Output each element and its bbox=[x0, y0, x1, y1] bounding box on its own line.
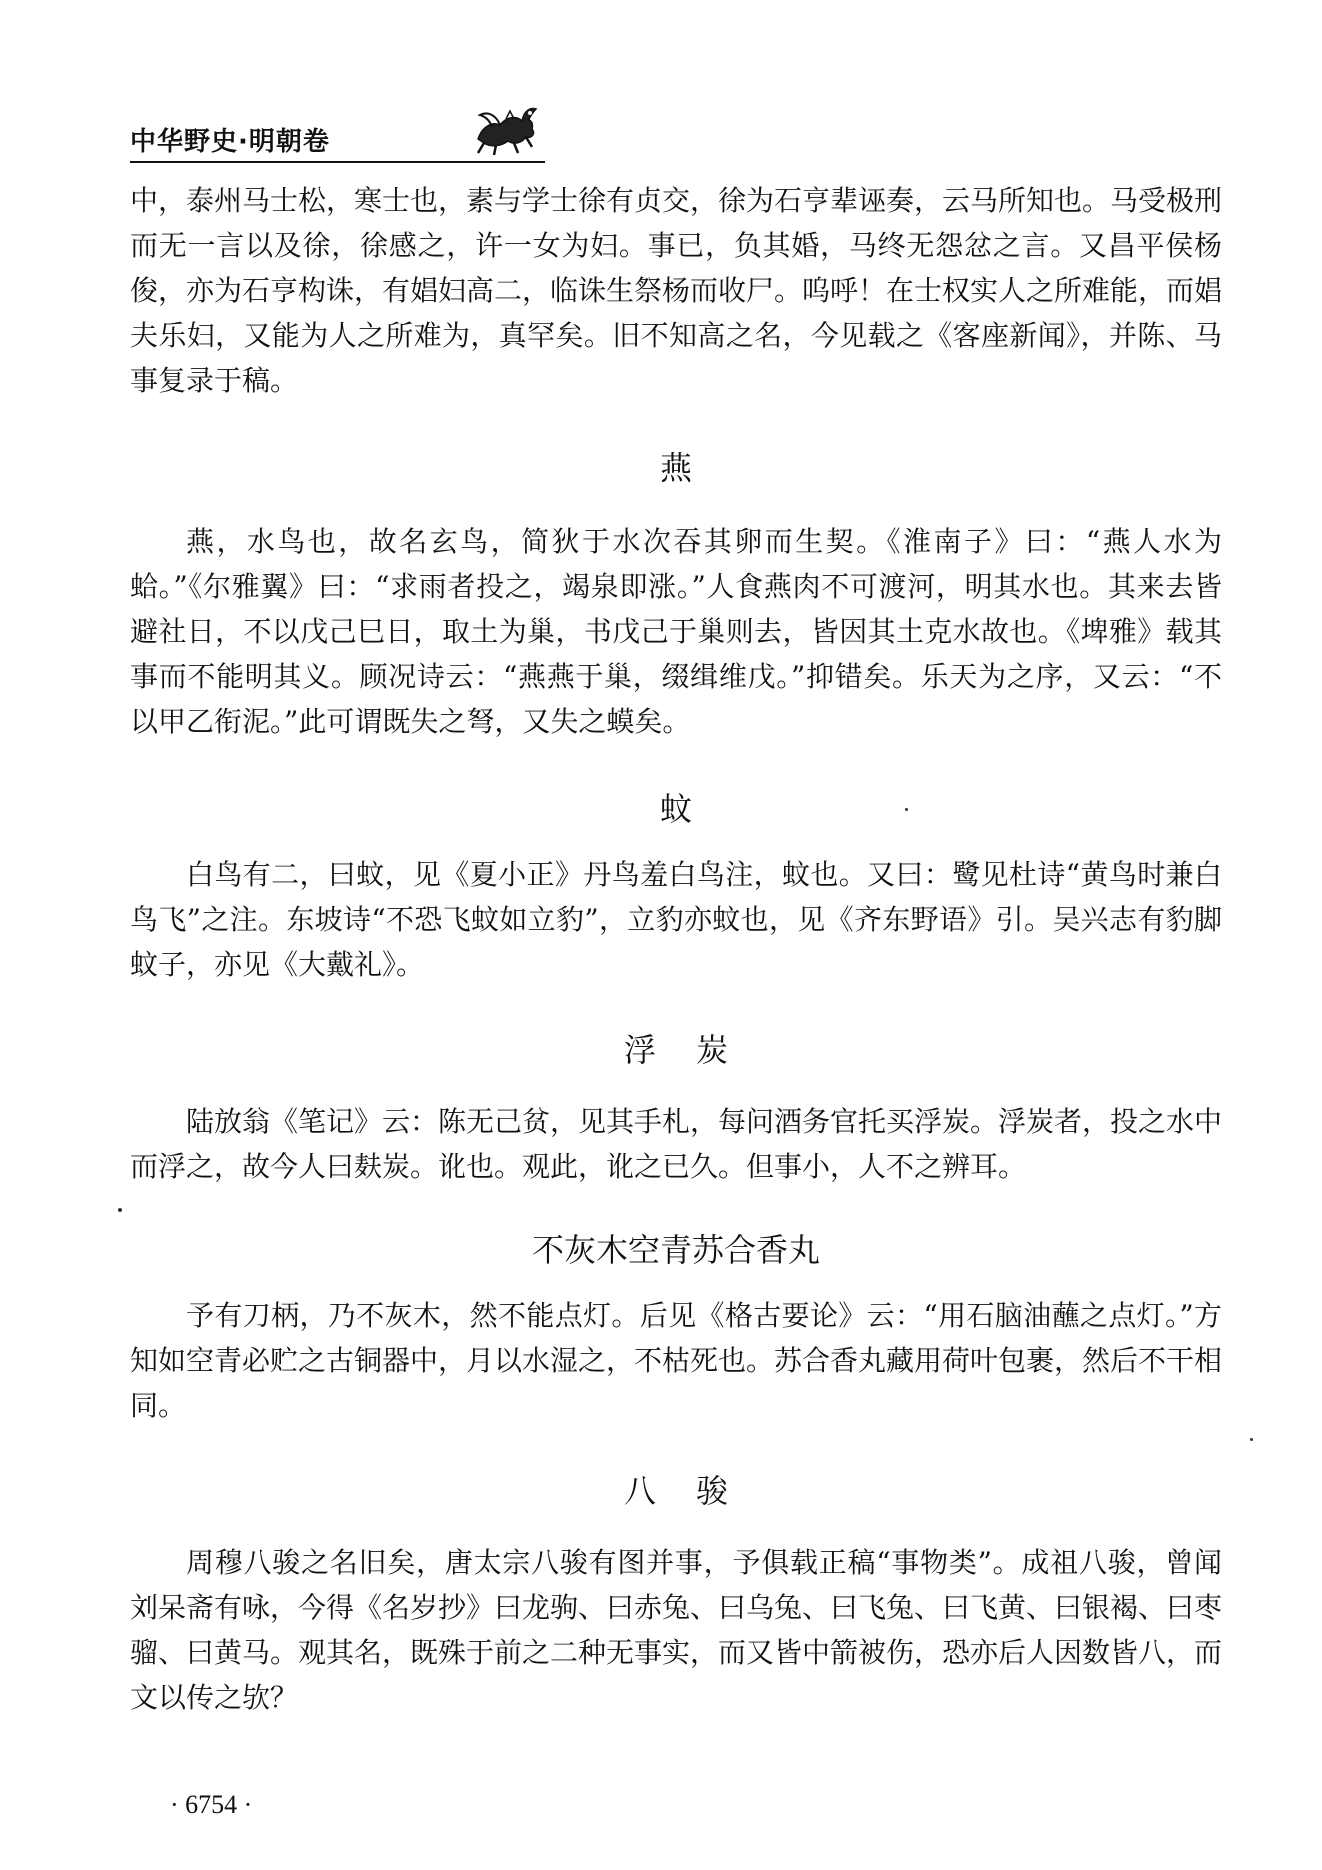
scan-speck bbox=[905, 808, 908, 811]
header-divider bbox=[130, 161, 545, 163]
section-text-incombustible-wood: 予有刀柄，乃不灰木，然不能点灯。后见《格古要论》云：“用石脑油蘸之点灯。”方知如空青必贮之古铜器中，月以水湿之，不枯死也。苏合香丸藏用荷叶包裹，然后不干相同。 bbox=[130, 1299, 1223, 1422]
intro-paragraph: 中，泰州马士松，寒士也，素与学士徐有贞交，徐为石亨辈诬奏，云马所知也。马受极刑而无一言以及徐，徐感之，许一女为妇。事已，负其婚，马终无怨忿之言。又昌平侯杨俊，亦为石亨构诛，有娼妇高二，临诛生祭杨而收尸。呜呼！在士权实人之所难能，而娼夫乐妇，又能为人之所难为，真罕矣。旧不知高之名，今见载之《客座新闻》，并陈、马事复录于稿。 bbox=[130, 184, 1223, 397]
page-body bbox=[130, 178, 1222, 1720]
section-text-mosquito: 白鸟有二，曰蚊，见《夏小正》丹鸟羞白鸟注，蚊也。又曰：鹭见杜诗“黄鸟时兼白鸟飞”之注。东坡诗“不恐飞蚊如立豹”，立豹亦蚊也，见《齐东野语》引。吴兴志有豹脚蚊子，亦见《大戴礼》。 bbox=[130, 858, 1222, 981]
section-heading-mosquito: 蚊 bbox=[659, 790, 692, 828]
section-heading-eight-steeds: 八骏 bbox=[623, 1472, 768, 1510]
section-text-charcoal: 陆放翁《笔记》云：陈无己贫，见其手札，每问酒务官托买浮炭。浮炭者，投之水中而浮之，故今人曰麸炭。讹也。观此，讹之已久。但事小，人不之辨耳。 bbox=[130, 1105, 1223, 1183]
section-heading-charcoal: 浮炭 bbox=[623, 1031, 768, 1069]
section-text-swallow: 燕，水鸟也，故名玄鸟，简狄于水次吞其卵而生契。《淮南子》曰：“燕人水为蛤。”《尔雅翼》曰：“求雨者投之，竭泉即涨。”人食燕肉不可渡河，明其水也。其来去皆避社日，不以戊己巳日，取土为巢，书戊己于巢则去，皆因其土克水故也。《埤雅》载其事而不能明其义。顾况诗云：“燕燕于巢，缀缉维戊。”抑错矣。乐天为之序，又云：“不以甲乙衔泥。”此可谓既失之弩，又失之蟆矣。 bbox=[130, 525, 1222, 738]
scan-speck bbox=[118, 1208, 122, 1212]
scan-speck bbox=[1250, 1438, 1253, 1441]
section-heading-swallow: 燕 bbox=[659, 449, 692, 487]
section-heading-incombustible-wood: 不灰木空青苏合香丸 bbox=[531, 1231, 820, 1269]
dragon-emblem-icon bbox=[470, 97, 540, 157]
section-text-eight-steeds: 周穆八骏之名旧矣，唐太宗八骏有图并事，予俱载正稿“事物类”。成祖八骏，曾闻刘呆斋有咏，今得《名岁抄》曰龙驹、曰赤兔、曰乌兔、曰飞兔、曰飞黄、曰银褐、曰枣骝、曰黄马。观其名，既殊于前之二种无事实，而又皆中箭被伤，恐亦后人因数皆八，而文以传之欤？ bbox=[130, 1546, 1223, 1714]
page-number: · 6754 · bbox=[170, 1790, 253, 1819]
book-title: 中华野史·明朝卷 bbox=[130, 127, 330, 157]
running-header bbox=[130, 85, 545, 165]
